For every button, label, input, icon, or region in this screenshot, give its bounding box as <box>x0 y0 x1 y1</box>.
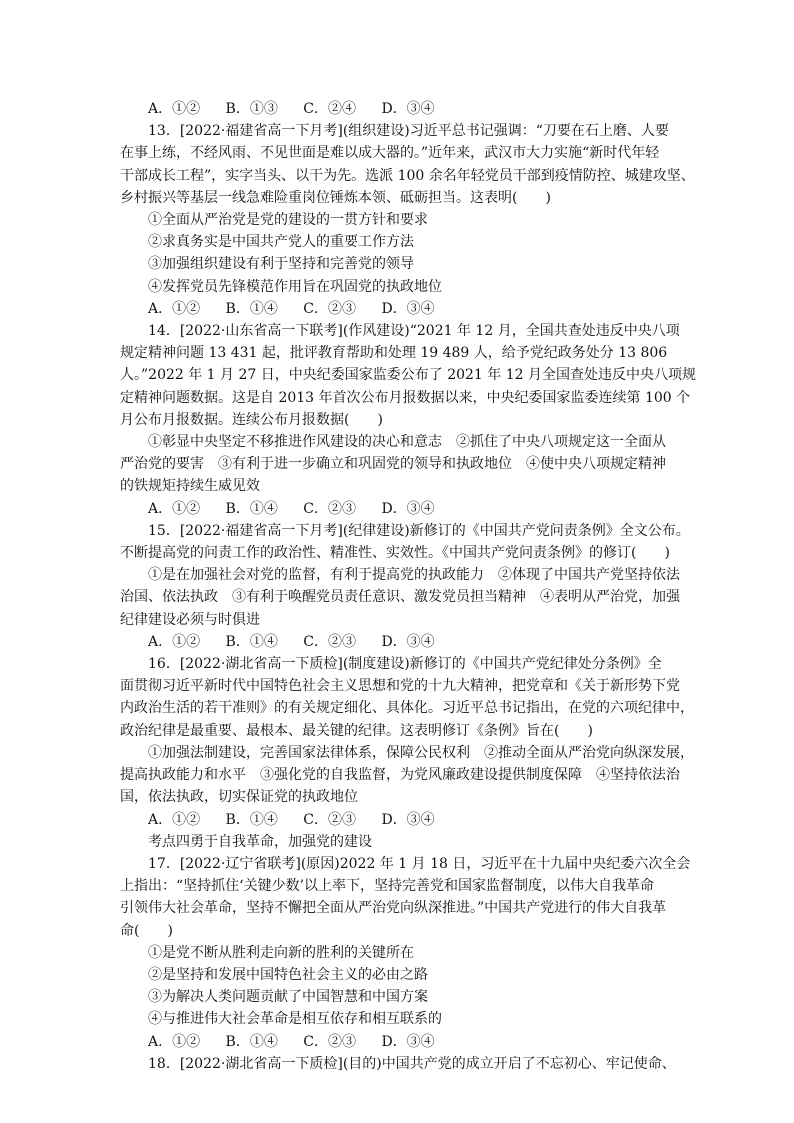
text-line: 国，依法执政，切实保证党的执政地位 <box>120 789 358 806</box>
text-line: 乡村振兴等基层一线急难险重岗位锤炼本领、砥砺担当。这表明( ) <box>120 189 551 206</box>
text-line: ④发挥党员先锋模范作用旨在巩固党的执政地位 <box>148 278 442 295</box>
text-line: A．①② B．①④ C．②③ D．③④ <box>148 500 435 517</box>
text-line: 规定精神问题 13 431 起，批评教育帮助和处理 19 489 人，给予党纪政务处分 13 806 <box>120 345 668 362</box>
text-line: 面贯彻习近平新时代中国特色社会主义思想和党的十九大精神，把党章和《关于新形势下党 <box>120 678 680 695</box>
text-line: ②是坚持和发展中国特色社会主义的必由之路 <box>148 966 428 983</box>
text-line: 定精神问题数据。这是自 2013 年首次公布月报数据以来，中央纪委国家监委连续第 100 个 <box>120 389 691 406</box>
text-line: 月公布月报数据。连续公布月报数据( ) <box>120 411 383 428</box>
text-line: 严治党的要害 ③有利于进一步确立和巩固党的领导和执政地位 ④使中央八项规定精神 <box>120 456 666 473</box>
text-line: 治国、依法执政 ③有利于唤醒党员责任意识、激发党员担当精神 ④表明从严治党，加强 <box>120 589 680 606</box>
text-line: 在事上练，不经风雨、不见世面是难以成大器的。”近年来，武汉市大力实施“新时代年轻 <box>120 145 660 162</box>
text-line: ④与推进伟大社会革命是相互依存和相互联系的 <box>148 1011 442 1028</box>
text-line: ③为解决人类问题贡献了中国智慧和中国方案 <box>148 989 428 1006</box>
text-line: 内政治生活的若干准则》的有关规定细化、具体化。习近平总书记指出，在党的六项纪律中， <box>120 700 694 717</box>
text-line: 提高执政能力和水平 ③强化党的自我监督，为党风廉政建设提供制度保障 ④坚持依法治 <box>120 767 680 784</box>
text-line: ①全面从严治党是党的建设的一贯方针和要求 <box>148 212 428 229</box>
text-line: ①是在加强社会对党的监督，有利于提高党的执政能力 ②体现了中国共产党坚持依法 <box>148 567 680 584</box>
text-line: 引领伟大社会革命，坚持不懈把全面从严治党向纵深推进。”中国共产党进行的伟大自我革 <box>120 900 667 917</box>
text-line: ①加强法制建设，完善国家法律体系，保障公民权利 ②推动全面从严治党向纵深发展， <box>148 744 694 761</box>
text-line: 13．[2022·福建省高一下月考](组织建设)习近平总书记强调：“刀要在石上磨、人要 <box>148 123 669 140</box>
text-line: ③加强组织建设有利于坚持和完善党的领导 <box>148 256 414 273</box>
text-line: 上指出：“坚持抓住‘关键少数’以上率下，坚持完善党和国家监督制度，以伟大自我革命 <box>120 878 655 895</box>
text-line: A．①② B．①④ C．②③ D．③④ <box>148 633 435 650</box>
text-line: ①彰显中央坚定不移推进作风建设的决心和意志 ②抓住了中央八项规定这一全面从 <box>148 434 666 451</box>
text-line: 干部成长工程”，实字当头、以干为先。选派 100 余名年轻党员干部到疫情防控、城建攻坚、 <box>120 167 695 184</box>
text-line: 考点四勇于自我革命，加强党的建设 <box>148 833 372 850</box>
text-line: 政治纪律是最重要、最根本、最关键的纪律。这表明修订《条例》旨在( ) <box>120 722 593 739</box>
text-line: 14．[2022·山东省高一下联考](作风建设)“2021 年 12 月，全国共查处违反中央八项 <box>148 323 680 340</box>
text-line: ②求真务实是中国共产党人的重要工作方法 <box>148 234 414 251</box>
text-line: A．①② B．①④ C．②③ D．③④ <box>148 811 435 828</box>
text-line: 人。”2022 年 1 月 27 日，中央纪委国家监委公布了 2021 年 12 月全国查处违反中央八项规 <box>120 367 697 384</box>
text-line: 15．[2022·福建省高一下月考](纪律建设)新修订的《中国共产党问责条例》全文公布。 <box>148 522 690 539</box>
text-line: A．①② B．①④ C．②③ D．③④ <box>148 1033 435 1050</box>
text-line: ①是党不断从胜利走向新的胜利的关键所在 <box>148 944 414 961</box>
text-line: 纪律建设必须与时俱进 <box>120 611 260 628</box>
text-line: 17．[2022·辽宁省联考](原因)2022 年 1 月 18 日，习近平在十九届中央纪委六次全会 <box>148 855 691 872</box>
text-line: A．①② B．①③ C．②④ D．③④ <box>148 101 435 117</box>
text-line: 18．[2022·湖北省高一下质检](目的)中国共产党的成立开启了不忘初心、牢记使命、 <box>148 1055 676 1072</box>
text-line: 的铁规矩持续生威见效 <box>120 478 260 495</box>
text-line: A．①② B．①④ C．②③ D．③④ <box>148 300 435 317</box>
question-text-column <box>120 98 697 1075</box>
text-line: 不断提高党的问责工作的政治性、精准性、实效性。《中国共产党问责条例》的修订( ) <box>120 545 670 562</box>
text-line: 16．[2022·湖北省高一下质检](制度建设)新修订的《中国共产党纪律处分条例》全 <box>148 656 662 673</box>
text-line: 命( ) <box>120 922 173 939</box>
